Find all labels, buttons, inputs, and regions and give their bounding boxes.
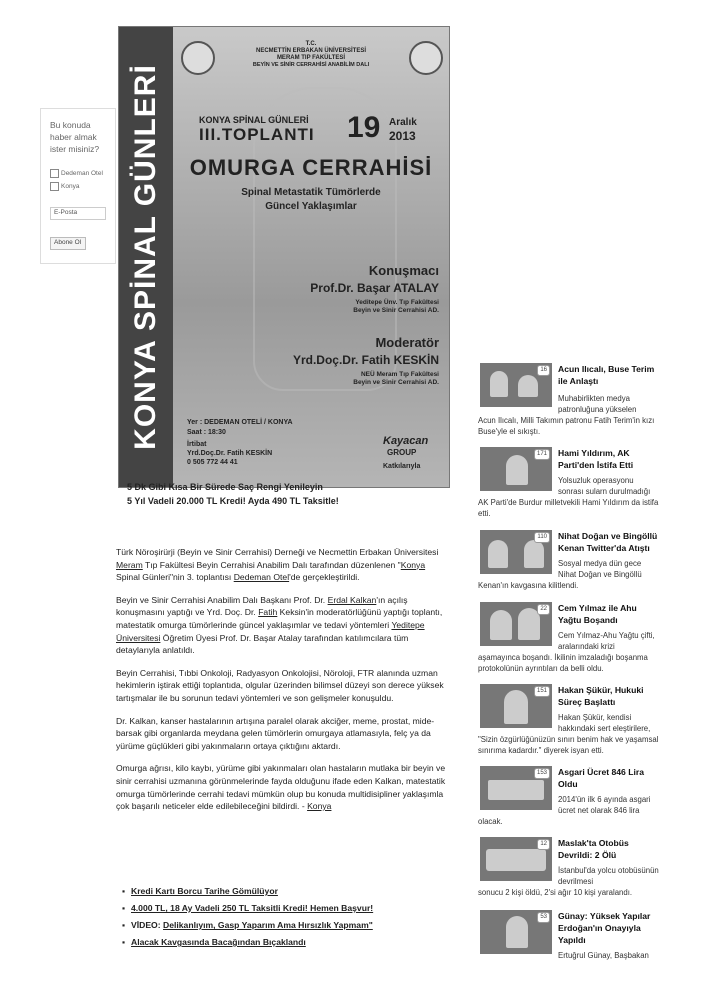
subscribe-option-label: Konya	[61, 183, 80, 190]
article-link[interactable]: Erdal Kalkan	[327, 594, 377, 605]
related-link[interactable]: Delikanlıyım, Gasp Yaparım Ama Hırsızlık Yapmam"	[163, 920, 373, 930]
sponsor-name: Kayacan	[383, 435, 429, 447]
poster-subtitle-1: Spinal Metastatik Tümörlerde	[241, 187, 381, 198]
news-summary: Ertuğrul Günay, Başbakan	[558, 951, 649, 960]
article-link[interactable]: Dedeman Otel	[233, 572, 290, 583]
article-paragraph: Dr. Kalkan, kanser hastalarının artışına paralel olarak akciğer, meme, prostat, mide-barsak gibi organlarda meydana gelen tümörlerin omurgaya atlamasıyla, felç ya da yürüme güçlükleri gibi yakınmaların ortaya çıktığını aktardı.	[116, 715, 435, 751]
news-summary: AK Parti'de Burdur milletvekili Hami Yıldırım da istifa etti.	[478, 498, 659, 518]
news-thumbnail[interactable]	[480, 602, 552, 646]
news-summary: Kenan'ın kavgasına kilitlendi.	[478, 581, 579, 590]
subscribe-button[interactable]: Abone Ol	[50, 237, 86, 250]
poster-year: 2013	[389, 129, 416, 143]
sponsor-note: Katkılarıyla	[383, 463, 421, 470]
news-summary: aşamayınca boşandı. İkilinin imzaladığı boşanma protokolünün ayrıntıları da belli oldu.	[478, 653, 648, 673]
related-item	[122, 900, 374, 917]
bullet-icon: ▪	[122, 937, 126, 947]
bullet-icon: ▪	[122, 886, 126, 896]
news-title[interactable]: Hami Yıldırım, AK Parti'den İstifa Etti	[558, 448, 634, 470]
sponsor-logo	[383, 435, 428, 447]
sponsor-group: GROUP	[387, 448, 417, 457]
poster-main	[173, 27, 449, 487]
news-thumbnail[interactable]	[480, 837, 552, 881]
poster-meeting: III.TOPLANTI	[199, 125, 315, 144]
promo-links	[127, 480, 339, 508]
news-summary: Cem Yılmaz-Ahu Yağtu çifti, aralarındaki krizi	[558, 631, 655, 651]
news-title[interactable]: Acun Ilıcalı, Buse Terim ile Anlaştı	[558, 364, 655, 386]
poster-moderator-aff-1: NEÜ Meram Tıp Fakültesi	[360, 371, 439, 378]
email-field[interactable]: E-Posta	[50, 207, 106, 220]
news-title[interactable]: Cem Yılmaz ile Ahu Yağtu Boşandı	[558, 603, 637, 625]
article-link[interactable]: Konya	[307, 801, 332, 812]
news-summary: 2014'ün ilk 6 ayında asgari ücret net olarak 846 lira	[558, 795, 651, 815]
news-summary: Muhabirlikten medya patronluğuna yükselen	[558, 394, 637, 414]
news-summary: sonucu 2 kişi öldü, 2'si ağır 10 kişi yaralandı.	[478, 888, 633, 897]
subscribe-box	[40, 108, 116, 264]
article-link[interactable]: Konya	[400, 559, 426, 570]
poster-university: NECMETTİN ERBAKAN ÜNİVERSİTESİ	[255, 48, 366, 54]
comment-count-badge: 153	[534, 768, 550, 779]
article-paragraph: Beyin ve Sinir Cerrahisi Anabilim Dalı Başkanı Prof. Dr. Erdal Kalkan'ın açılış konuşmasını yaptığı ve Yrd. Doç. Dr. Fatih Keksin'in moderatörlüğünü yaptığı toplantı, matestatik omurga tümörlerinde güncel yaklaşımlar ve tedavi yöntemleri Yeditepe Üniversitesi Öğretim Üyesi Prof. Dr. Başar Atalay tarafından katılımcılara tüm detaylarıyla anlatıldı.	[116, 594, 443, 656]
poster-venue: Yer : DEDEMAN OTELİ / KONYA	[187, 419, 293, 426]
article-link[interactable]: Yeditepe Üniversitesi	[116, 619, 425, 643]
article-link[interactable]: Fatih	[258, 607, 278, 618]
comment-count-badge: 110	[534, 532, 550, 543]
comment-count-badge: 171	[534, 449, 550, 460]
news-summary: Yolsuzluk operasyonu sonrası sularn durulmadığı	[558, 476, 651, 496]
comment-count-badge: 151	[534, 686, 550, 697]
poster-contact-name: Yrd.Doç.Dr. Fatih KESKİN	[187, 450, 273, 457]
checkbox[interactable]	[50, 169, 59, 178]
news-title[interactable]: Hakan Şükür, Hukuki Süreç Başlattı	[558, 685, 644, 707]
poster-side-title: KONYA SPİNAL GÜNLERİ	[129, 64, 162, 450]
person-figure-icon	[490, 610, 512, 640]
promo-link[interactable]: 5 Yıl Vadeli 20.000 TL Kredi! Ayda 490 TL Taksitle!	[127, 496, 339, 506]
news-thumbnail[interactable]	[480, 766, 552, 810]
article-link[interactable]: Meram	[116, 559, 143, 570]
poster-tc: T.C.	[305, 41, 317, 47]
subscribe-option-label: Dedeman Otel	[61, 170, 103, 177]
poster-moderator-aff-2: Beyin ve Sinir Cerrahisi AD.	[353, 379, 439, 386]
related-item	[122, 883, 373, 900]
related-link[interactable]: Alacak Kavgasında Bacağından Bıçaklandı	[131, 937, 306, 947]
subscribe-option-konya[interactable]	[50, 182, 79, 191]
bullet-icon: ▪	[122, 903, 126, 913]
person-figure-icon	[518, 375, 538, 397]
poster-contact-label: İrtibat	[187, 441, 207, 448]
news-title[interactable]: Nihat Doğan ve Bingöllü Kenan Twitter'da Atıştı	[558, 531, 658, 553]
bus-icon	[486, 849, 546, 871]
comment-count-badge: 16	[537, 365, 550, 376]
poster-day: 19	[347, 111, 381, 144]
poster-speaker-aff-2: Beyin ve Sinir Cerrahisi AD.	[353, 307, 439, 314]
news-thumbnail[interactable]	[480, 684, 552, 728]
news-summary: olacak.	[478, 817, 503, 826]
related-link[interactable]: 4.000 TL, 18 Ay Vadeli 250 TL Taksitli Kredi! Hemen Başvur!	[131, 903, 374, 913]
person-figure-icon	[504, 690, 528, 724]
person-figure-icon	[506, 455, 528, 485]
article-paragraph: Omurga ağrısı, kilo kaybı, yürüme gibi yakınmaları olan hastaların mutlaka bir beyin ve sinir cerrahisi uzmanına görünmelerinde fayda olduğunu ifade eden Kalkan, matestatik omurga tümörlerinde cerrahi tedavi mümkün olup bu konuda multidisipliner yaklaşımla çok başarılı neticeler elde edilebileceğini bildirdi. - Konya	[116, 763, 446, 812]
event-poster	[118, 26, 450, 488]
news-title[interactable]: Maslak'ta Otobüs Devrildi: 2 Ölü	[558, 838, 629, 860]
promo-link[interactable]: 5 Dk Gibi Kısa Bir Sürede Saç Rengi Yenileyin	[127, 482, 323, 492]
article-body	[116, 546, 451, 823]
bullet-icon: ▪	[122, 920, 126, 930]
poster-contact-phone: 0 505 772 44 41	[187, 459, 238, 466]
related-links	[122, 883, 374, 951]
article-paragraph: Türk Nöroşirürji (Beyin ve Sinir Cerrahisi) Derneği ve Necmettin Erbakan Üniversitesi Meram Tıp Fakültesi Beyin Cerrahisi Anabilim Dalı tarafından düzenlenen "Konya Spinal Günleri"nin 3. toplantısı Dedeman Otel'de gerçekleştirildi.	[116, 547, 439, 583]
subscribe-question: Bu konuda haber almak ister misiniz?	[50, 120, 100, 154]
poster-event-name: KONYA SPİNAL GÜNLERİ	[199, 115, 309, 125]
news-summary: Hakan Şükür, kendisi hakkındaki sert eleştirilere,	[558, 713, 651, 733]
poster-speaker-aff-1: Yeditepe Ünv. Tıp Fakültesi	[355, 299, 439, 306]
news-thumbnail[interactable]	[480, 363, 552, 407]
related-link[interactable]: Kredi Kartı Borcu Tarihe Gömülüyor	[131, 886, 278, 896]
person-figure-icon	[490, 371, 508, 397]
poster-month: Aralık	[389, 117, 417, 128]
news-title[interactable]: Günay: Yüksek Yapılar Erdoğan'ın Onayıyla Yapıldı	[558, 911, 651, 945]
related-item	[122, 917, 373, 934]
poster-department: BEYİN VE SİNİR CERRAHİSİ ANABİLİM DALI	[252, 62, 370, 68]
comment-count-badge: 22	[537, 604, 550, 615]
news-summary: "Sizin özgürlüğünüzün sınırı benim hak ve yaşamsal sınırıma kadardır." diyerek isyan etti.	[478, 735, 659, 755]
person-figure-icon	[506, 916, 528, 948]
poster-time: Saat : 18:30	[187, 429, 226, 436]
poster-side-banner	[119, 27, 173, 487]
poster-subtitle-2: Güncel Yaklaşımlar	[265, 201, 357, 212]
poster-moderator-label: Moderatör	[375, 335, 439, 350]
person-figure-icon	[524, 540, 544, 568]
person-figure-icon	[488, 540, 508, 568]
news-summary: Acun Ilıcalı, Milli Takımın patronu Fatih Terim'in kızı Buse'yle el sıkıştı.	[478, 416, 655, 436]
comment-count-badge: 12	[537, 839, 550, 850]
poster-headline: OMURGA CERRAHİSİ	[189, 155, 433, 180]
comment-count-badge: 53	[537, 912, 550, 923]
news-thumbnail[interactable]	[480, 910, 552, 954]
news-title[interactable]: Asgari Ücret 846 Lira Oldu	[558, 767, 644, 789]
video-prefix: VİDEO:	[131, 920, 163, 930]
news-thumbnail[interactable]	[480, 530, 552, 574]
banknote-icon	[488, 780, 544, 800]
poster-moderator-name: Yrd.Doç.Dr. Fatih KESKİN	[292, 353, 439, 367]
news-thumbnail[interactable]	[480, 447, 552, 491]
poster-speaker-name: Prof.Dr. Başar ATALAY	[310, 281, 439, 295]
news-summary: Sosyal medya dün gece Nihat Doğan ve Bingöllü	[558, 559, 642, 579]
article-paragraph: Beyin Cerrahisi, Tıbbi Onkoloji, Radyasyon Onkolojisi, Nöroloji, FTR alanında uzman hekimlerin iştirak ettiği toplantıda, olgular üzerinden bilimsel düzeyi son derece yüksek tartışmalar ile bu sorunun tedavi yöntemleri ve son gelişmeler konuşuldu.	[116, 667, 444, 703]
poster-faculty: MERAM TIP FAKÜLTESİ	[276, 55, 346, 61]
poster-speaker-label: Konuşmacı	[368, 263, 439, 278]
checkbox[interactable]	[50, 182, 59, 191]
news-summary: İstanbul'da yolcu otobüsünün devrilmesi	[558, 866, 659, 886]
related-item	[122, 934, 373, 951]
subscribe-option-dedeman[interactable]	[50, 169, 103, 178]
